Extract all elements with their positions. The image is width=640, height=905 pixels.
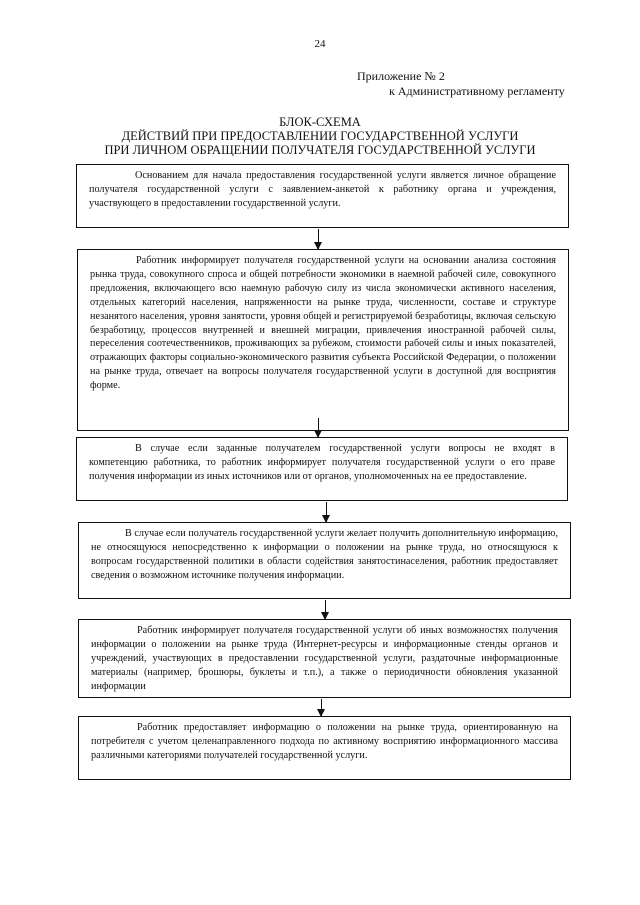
page-number: 24 [314,38,326,50]
flowchart-subtitle-line2: ПРИ ЛИЧНОМ ОБРАЩЕНИИ ПОЛУЧАТЕЛЯ ГОСУДАРСТВЕННОЙ УСЛУГИ [104,143,536,157]
flowchart-step-6: Работник предоставляет информацию о положении на рынке труда, ориентированную на потребителя с учетом целенаправленного подхода по активному восприятию информационного массива различными категориями получателей государственной услуги. [78,716,571,780]
flowchart-step-1: Основанием для начала предоставления государственной услуги является личное обращение получателя государственной услуги с заявлением-анкетой к работнику органа и учреждения, участвующего в предоставлении государственной услуги. [76,164,569,228]
flow-arrow-5 [321,699,322,716]
appendix-label: Приложение № 2 [357,69,445,83]
flowchart-step-2: Работник информирует получателя государственной услуги на основании анализа состояния рынка труда, совокупного спроса и общей потребности экономики в наемной рабочей силе, совокупного предложения, включающего всю наемную рабочую силу из числа экономически активного населения, отдельных категорий населения, напряженности на рынке труда, численности, составе и структуре незанятого населения, уровня занятости, уровня общей и регистрируемой безработицы, включая сельскую безработицу, процессов внутренней и внешней миграции, привлечения иностранной рабочей силы, переселения соотечественников, проживающих за рубежом, стоимости рабочей силы и иных показателей, отражающих факторы социально-экономического развития субъекта Российской Федерации, о положении на рынке труда, отвечает на вопросы получателя государственной услуги в доступной для восприятия форме. [77,249,569,431]
flowchart-subtitle-line1: ДЕЙСТВИЙ ПРИ ПРЕДОСТАВЛЕНИИ ГОСУДАРСТВЕННОЙ УСЛУГИ [121,129,519,143]
flowchart-step-3: В случае если заданные получателем государственной услуги вопросы не входят в компетенцию работника, то работник информирует получателя государственной услуги о его праве получения информации из иных источников или от органов, уполномоченных на ее предоставление. [76,437,568,501]
flow-arrow-4 [325,600,326,619]
flow-arrow-2 [318,418,319,437]
flowchart-title: БЛОК-СХЕМА [279,115,361,129]
flow-arrow-1 [318,229,319,249]
flowchart-step-4: В случае если получатель государственной услуги желает получить дополнительную информацию, не относящуюся непосредственно к информации о положении на рынке труда, но относящуюся к вопросам государственной политики в области содействия занятостинаселения, работник предоставляет сведения о возможном источнике получения информации. [78,522,571,599]
flow-arrow-3 [326,502,327,522]
flowchart-step-5: Работник информирует получателя государственной услуги об иных возможностях получения информации о положении на рынке труда (Интернет-ресурсы и информационные стенды органов и учреждений, участвующих в предоставлении государственной услуги, раздаточные информационные материалы (например, брошюры, буклеты и т.п.), а также о периодичности обновления указанной информации [78,619,571,698]
appendix-reference: к Административному регламенту [389,84,565,98]
